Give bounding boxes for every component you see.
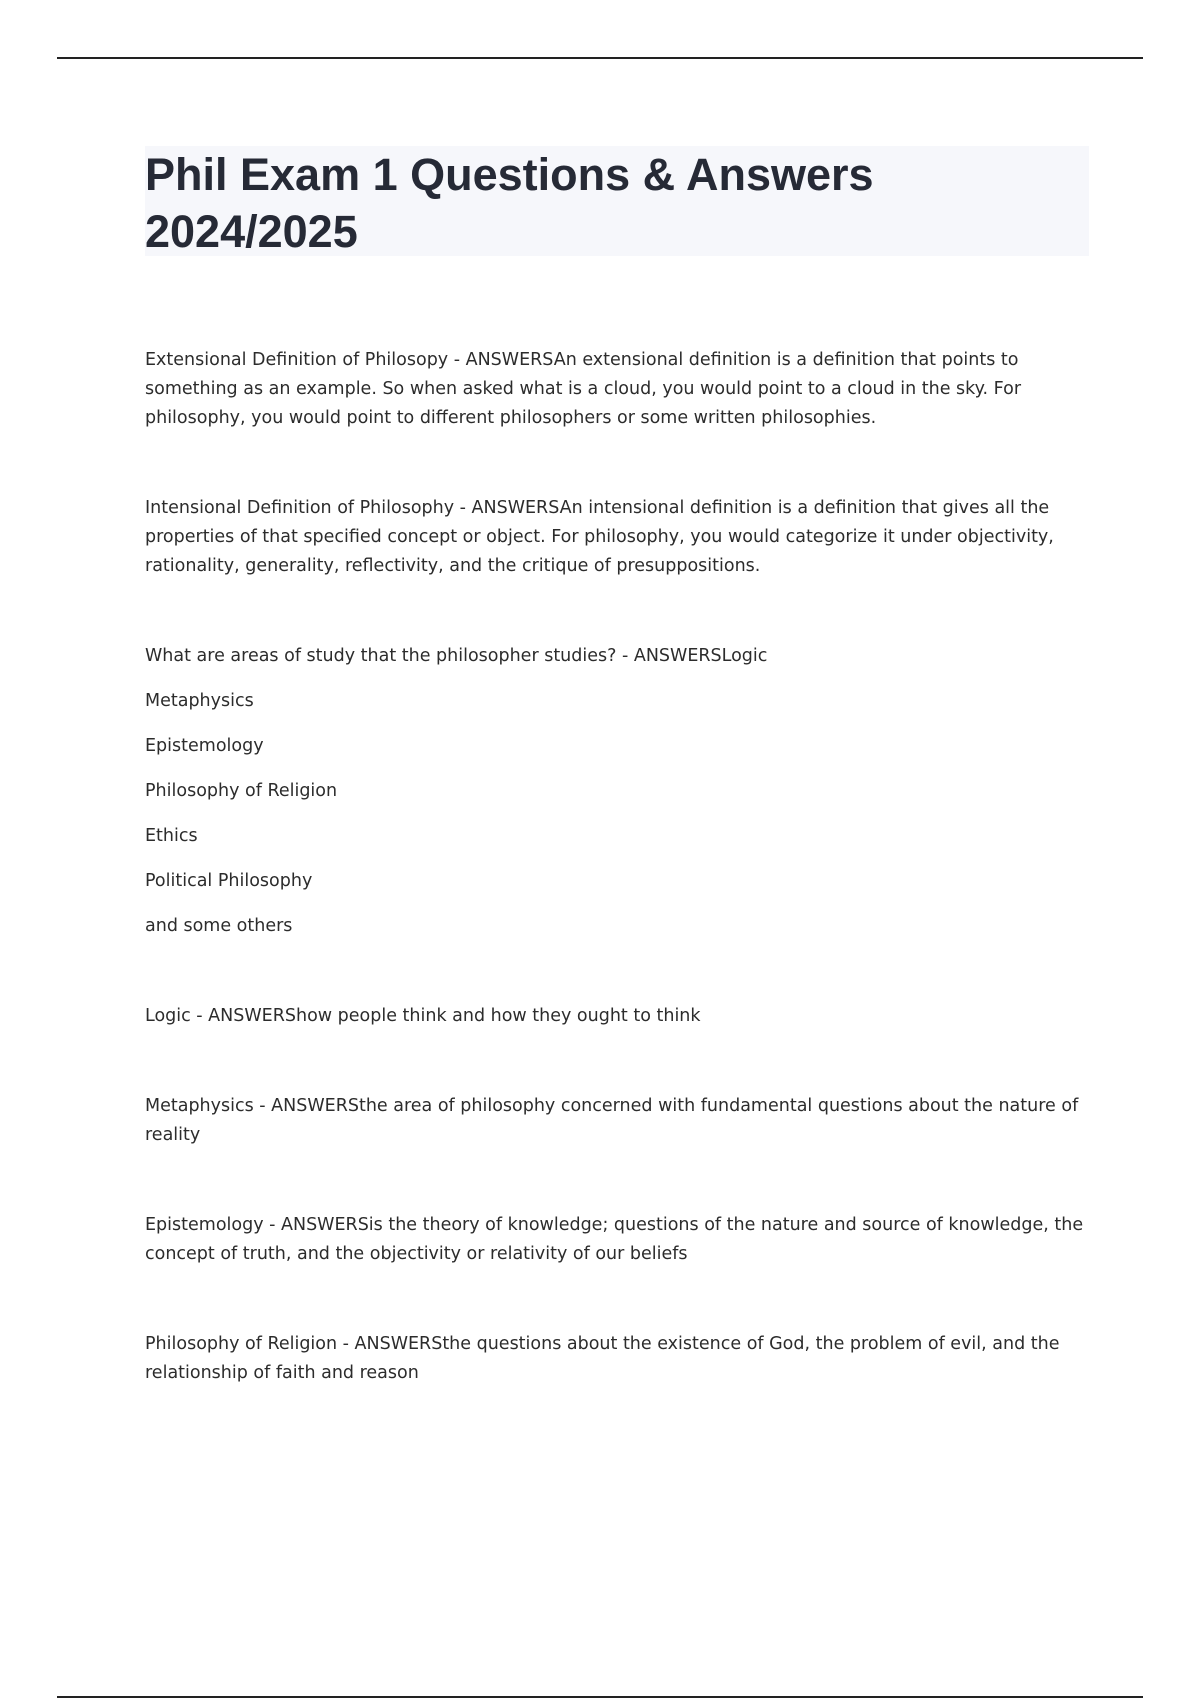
list-item: and some others: [145, 916, 293, 936]
areas-question: What are areas of study that the philosopher studies? - ANSWERSLogic: [145, 646, 768, 666]
qa-entry-epistemology: [145, 1211, 1085, 1269]
list-item: Epistemology: [145, 736, 264, 756]
qa-text: Logic - ANSWERShow people think and how they ought to think: [145, 1006, 701, 1026]
document-title: Phil Exam 1 Questions & Answers 2024/2025: [145, 149, 874, 257]
qa-text: Extensional Definition of Philosopy - ANSWERSAn extensional definition is a definition that points to something as an example. So when asked what is a cloud, you would point to a cloud in the sky. For philosophy, you would point to different philosophers or some written philosophies.: [145, 350, 1022, 428]
qa-text: Epistemology - ANSWERSis the theory of knowledge; questions of the nature and source of knowledge, the concept of truth, and the objectivity or relativity of our beliefs: [145, 1215, 1084, 1264]
bottom-divider: [57, 1696, 1143, 1698]
qa-entry-philosophy-of-religion: [145, 1330, 1085, 1388]
document-body: [145, 346, 1085, 1449]
list-item: Political Philosophy: [145, 871, 313, 891]
top-divider: [57, 57, 1143, 59]
qa-entry-intensional-definition: [145, 494, 1085, 581]
qa-entry-metaphysics: [145, 1092, 1085, 1150]
qa-text: Intensional Definition of Philosophy - ANSWERSAn intensional definition is a definition that gives all the properties of that specified concept or object. For philosophy, you would categorize it under objectivity, rationality, generality, reflectivity, and the critique of presuppositions.: [145, 498, 1054, 576]
qa-entry-areas-of-study: [145, 642, 1085, 941]
qa-entry-logic: [145, 1002, 1085, 1031]
list-item: Metaphysics: [145, 691, 254, 711]
qa-entry-extensional-definition: [145, 346, 1085, 433]
list-item: Philosophy of Religion: [145, 781, 338, 801]
qa-text: Metaphysics - ANSWERSthe area of philosophy concerned with fundamental questions about the nature of reality: [145, 1096, 1079, 1145]
qa-text: Philosophy of Religion - ANSWERSthe questions about the existence of God, the problem of evil, and the relationship of faith and reason: [145, 1334, 1060, 1383]
list-item: Ethics: [145, 826, 198, 846]
